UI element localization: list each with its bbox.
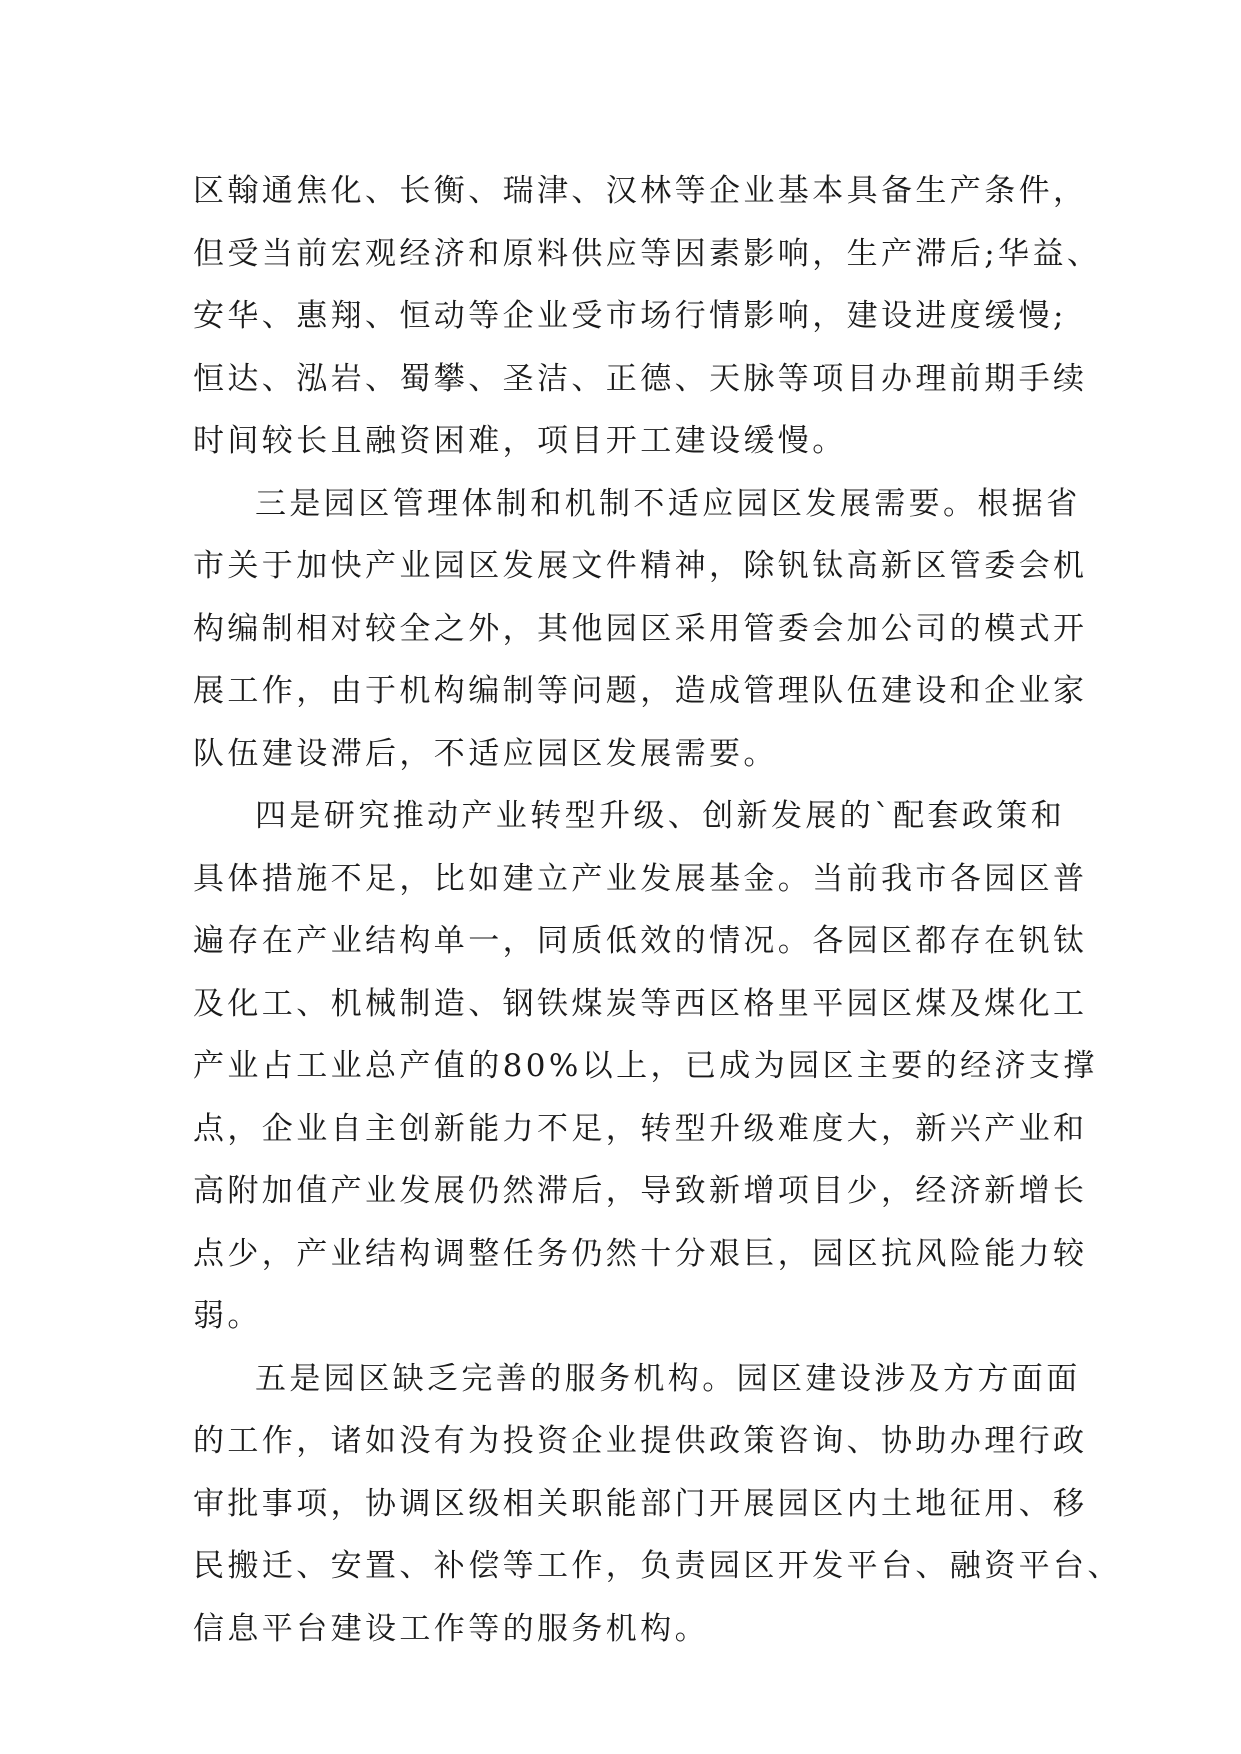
text-line: 区翰通焦化、长衡、瑞津、汉林等企业基本具备生产条件，	[193, 173, 1088, 209]
text-line: 具体措施不足，比如建立产业发展基金。当前我市各园区普	[193, 860, 1088, 897]
text-line: 但受当前宏观经济和原料供应等因素影响，生产滞后;华益、	[193, 235, 1102, 272]
text-line: 的工作，诸如没有为投资企业提供政策咨询、协助办理行政	[193, 1423, 1088, 1459]
text-line: 及化工、机械制造、钢铁煤炭等西区格里平园区煤及煤化工	[193, 985, 1088, 1022]
text-line: 队伍建设滞后，不适应园区发展需要。	[193, 735, 778, 772]
text-line: 恒达、泓岩、蜀攀、圣洁、正德、天脉等项目办理前期手续	[193, 360, 1088, 397]
text-line: 时间较长且融资困难，项目开工建设缓慢。	[193, 423, 847, 459]
paragraph-1	[193, 160, 1102, 473]
text-line: 三是园区管理体制和机制不适应园区发展需要。根据省	[255, 485, 1081, 522]
text-line: 四是研究推动产业转型升级、创新发展的`配套政策和	[255, 798, 1066, 834]
text-line: 弱。	[193, 1298, 262, 1334]
text-line: 审批事项，协调区级相关职能部门开展园区内土地征用、移	[193, 1485, 1088, 1522]
text-line: 点，企业自主创新能力不足，转型升级难度大，新兴产业和	[193, 1110, 1088, 1147]
text-line: 高附加值产业发展仍然滞后，导致新增项目少，经济新增长	[193, 1173, 1088, 1209]
paragraph-4	[193, 1348, 1122, 1661]
text-line: 安华、惠翔、恒动等企业受市场行情影响，建设进度缓慢;	[193, 298, 1067, 334]
text-line: 产业占工业总产值的80%以上，已成为园区主要的经济支撑	[193, 1048, 1098, 1084]
text-line: 信息平台建设工作等的服务机构。	[193, 1610, 709, 1647]
text-line: 构编制相对较全之外，其他园区采用管委会加公司的模式开	[193, 610, 1088, 647]
paragraph-2	[193, 473, 1088, 786]
text-line: 五是园区缺乏完善的服务机构。园区建设涉及方方面面	[255, 1360, 1081, 1397]
document-body	[193, 160, 1122, 1660]
text-line: 展工作，由于机构编制等问题，造成管理队伍建设和企业家	[193, 673, 1088, 709]
text-line: 市关于加快产业园区发展文件精神，除钒钛高新区管委会机	[193, 548, 1088, 584]
paragraph-3	[193, 785, 1098, 1348]
text-line: 点少，产业结构调整任务仍然十分艰巨，园区抗风险能力较	[193, 1235, 1088, 1272]
text-line: 遍存在产业结构单一，同质低效的情况。各园区都存在钒钛	[193, 923, 1088, 959]
text-line: 民搬迁、安置、补偿等工作，负责园区开发平台、融资平台、	[193, 1548, 1122, 1584]
